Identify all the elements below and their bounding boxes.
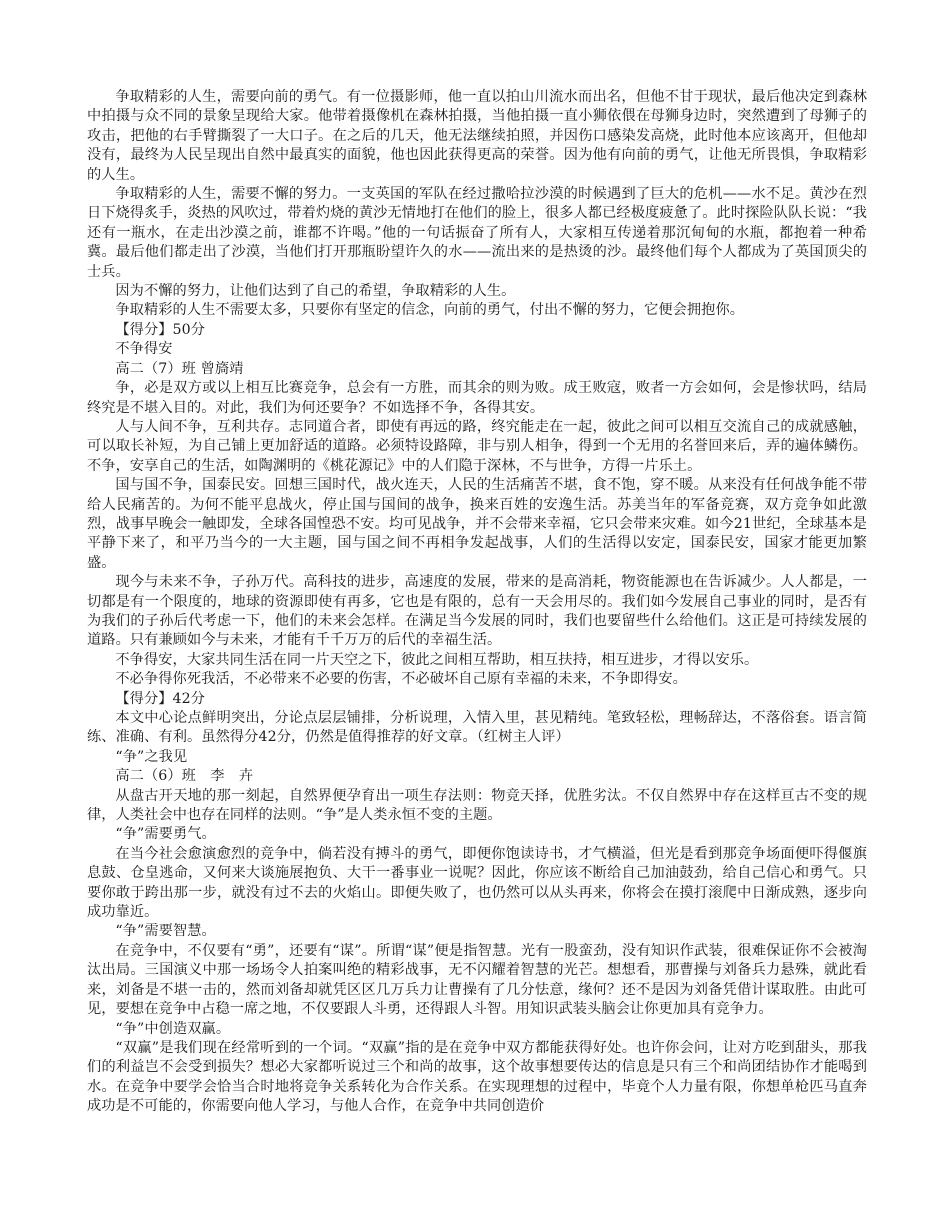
paragraph-nations: 国与国不争，国泰民安。回想三国时代，战火连天，人民的生活痛苦不堪，食不饱，穿不暖。从来没有任何战争能不带给人民痛苦的。为何不能平息战火，停止国与国间的战争，换来百姓的安逸生活。苏美当年的军备竞赛，双方竞争如此激烈，战事早晚会一触即发，全球各国惶恐不安。均可见战争，并不会带来幸福，它只会带来灾难。如今21世纪，全球基本是平静下来了，和平乃当今的一大主题，国与国之间不再相争发起战事，人们的生活得以安定，国泰民安，国家才能更加繁盛。 [87,477,867,571]
document-body [87,88,867,1117]
paragraph-essay1-ending: 争取精彩的人生不需要太多，只要你有坚定的信念，向前的勇气，付出不懈的努力，它便会拥抱你。 [115,302,745,319]
essay3-title: “争”之我见 [115,748,188,765]
paragraph-essay2-ending: 不必争得你死我活，不必带来不必要的伤害，不必破坏自己原有幸福的未来，不争即得安。 [115,671,687,688]
paragraph-wisdom: 在竞争中，不仅要有“勇”，还要有“谋”。所谓“谋”便是指智慧。光有一股蛮劲，没有知识作武装，很难保证你不会被淘汰出局。三国演义中那一场场令人拍案叫绝的精彩战事，无不闪耀着智慧的光芒。想想看，那曹操与刘备兵力悬殊，就此看来，刘备是不堪一击的，然而刘备却就凭区区几万兵力让曹操有了几分怯意，缘何？还不是因为刘备凭借计谋取胜。由此可见，要想在竞争中占稳一席之地，不仅要跟人斗勇，还得跟人斗智。用知识武装头脑会让你更加具有竞争力。 [87,942,867,1018]
essay3-author: 高二（6）班 李 卉 [115,768,254,785]
score-essay2: 【得分】42分 [115,690,206,707]
paragraph-courage: 在当今社会愈演愈烈的竞争中，倘若没有搏斗的勇气，即便你饱读诗书，才气横溢，但光是看到那竞争场面便吓得偃旗息鼓、仓皇逃命，又何来大谈施展抱负、大干一番事业一说呢？因此，你应该不断给自己加油鼓劲，给自己信心和勇气。只要你敢于跨出那一步，就没有过不去的火焰山。即便失败了，也仍然可以从头再来，你将会在摸打滚爬中日渐成熟，逐步向成功靠近。 [87,845,867,921]
subheading-wisdom: “争”需要智慧。 [115,923,216,940]
subheading-courage: “争”需要勇气。 [115,826,216,843]
subheading-win-win: “争”中创造双赢。 [115,1020,231,1037]
paragraph-people: 人与人间不争，互利共存。志同道合者，即使有再远的路，终究能走在一起，彼此之间可以相互交流自己的成就感触，可以取长补短，为自己铺上更加舒适的道路。必须特设路障，非与别人相争，得到一个无用的名誉回来后，弄的遍体鳞伤。不争，安享自己的生活，如陶渊明的《桃花源记》中的人们隐于深林，不与世争，方得一片乐土。 [87,418,867,474]
score-essay1: 【得分】50分 [115,321,206,338]
paragraph-future: 现今与未来不争，子孙万代。高科技的进步，高速度的发展，带来的是高消耗，物资能源也在告诉减少。人人都是，一切都是有一个限度的，地球的资源即使有再多，它也是有限的，总有一天会用尽的。我们如今发展自己事业的同时，是否有为我们的子孙后代考虑一下，他们的未来会怎样。在满足当今发展的同时，我们也要留些什么给他们。这正是可持续发展的道路。只有兼顾如今与未来，才能有千千万万的后代的幸福生活。 [87,574,867,649]
paragraph-essay3-intro: 从盘古开天地的那一刻起，自然界便孕育出一项生存法则：物竞天择，优胜劣汰。不仅自然界中存在这样亘古不变的规律，人类社会中也存在同样的法则。“争”是人类永恒不变的主题。 [87,787,867,824]
paragraph-essay2-intro: 争，必是双方或以上相互比赛竞争，总会有一方胜，而其余的则为败。成王败寇，败者一方会如何，会是惨状吗，结局终究是不堪入目的。对此，我们为何还要争？不如选择不争，各得其安。 [87,380,867,416]
paragraph-effort-conclusion: 因为不懈的努力，让他们达到了自己的希望，争取精彩的人生。 [115,283,516,300]
essay2-title: 不争得安 [115,341,173,358]
paragraph-comment: 本文中心论点鲜明突出，分论点层层铺排，分析说理，入情入里，甚见精纯。笔致轻松，理畅辞达，不落俗套。语言简练、准确、有利。虽然得分42分，仍然是值得推荐的好文章。（红树主人评） [87,710,867,746]
paragraph-win-win: “双赢”是我们现在经常听到的一个词。“双赢”指的是在竞争中双方都能获得好处。也许你会问，让对方吃到甜头，那我们的利益岂不会受到损失？想必大家都听说过三个和尚的故事，这个故事想要传达的信息是只有三个和尚团结协作才能喝到水。在竞争中要学会恰当合时地将竞争关系转化为合作关系。在实现理想的过程中，毕竟个人力量有限，你想单枪匹马直奔成功是不可能的，你需要向他人学习，与他人合作，在竞争中共同创造价 [87,1039,867,1115]
essay2-author: 高二（7）班 曾旖靖 [115,360,244,377]
paragraph-essay2-summary: 不争得安，大家共同生活在同一片天空之下，彼此之间相互帮助，相互扶持，相互进步，才得以安乐。 [115,651,759,668]
paragraph-desert-army: 争取精彩的人生，需要不懈的努力。一支英国的军队在经过撒哈拉沙漠的时候遇到了巨大的危机——水不足。黄沙在烈日下烧得炙手，炎热的风吹过，带着灼烧的黄沙无情地打在他们的脸上，很多人都已经极度疲惫了。此时探险队队长说：“我还有一瓶水，在走出沙漠之前，谁都不许喝。”他的一句话振奋了所有人，大家相互传递着那沉甸甸的水瓶，都抱着一种希冀。最后他们都走出了沙漠，当他们打开那瓶盼望许久的水——流出来的是热烫的沙。最终他们每个人都成为了英国顶尖的士兵。 [87,186,867,280]
paragraph-photographer: 争取精彩的人生，需要向前的勇气。有一位摄影师，他一直以拍山川流水而出名，但他不甘于现状，最后他决定到森林中拍摄与众不同的景象呈现给大家。他带着摄像机在森林拍摄，当他拍摄一直小狮依偎在母狮身边时，突然遭到了母狮子的攻击，把他的右手臂撕裂了一大口子。在之后的几天，他无法继续拍照，并因伤口感染发高烧，此时他本应该离开，但他却没有，最终为人民呈现出自然中最真实的面貌，他也因此获得更高的荣誉。因为他有向前的勇气，让他无所畏惧，争取精彩的人生。 [87,89,867,183]
